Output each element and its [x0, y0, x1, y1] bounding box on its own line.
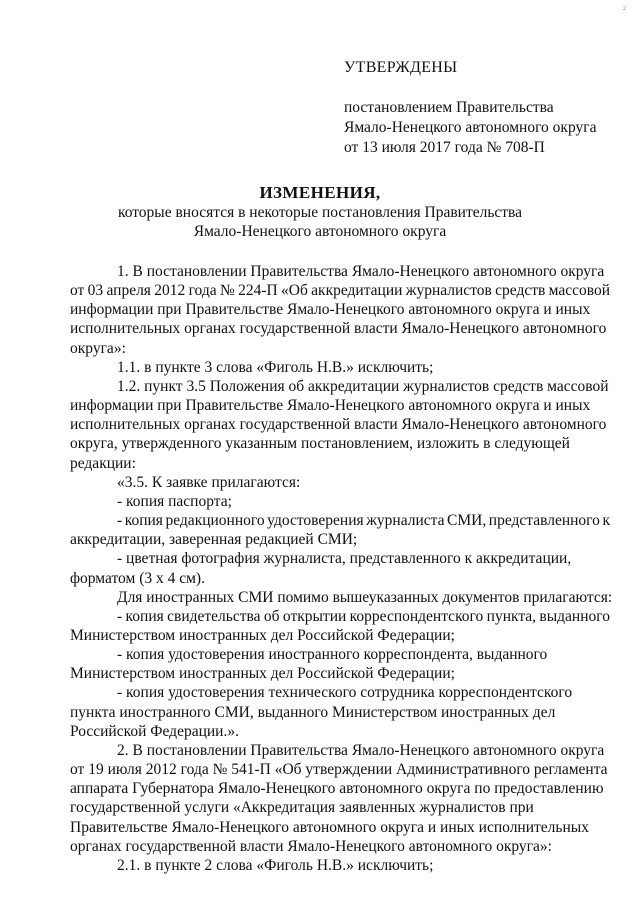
text-line: пункта иностранного СМИ, выданного Министерством иностранных дел: [70, 703, 556, 721]
text-line: от 03 апреля 2012 года № 224-П «Об аккредитации журналистов средств массовой: [70, 282, 610, 300]
text-line: 2.1. в пункте 2 слова «Фиголь Н.В.» исключить;: [117, 856, 434, 874]
text-line: округа, утвержденного указанным постановлением, изложить в следующей: [70, 435, 570, 453]
text-line: от 19 июля 2012 года № 541-П «Об утверждении Административного регламента: [70, 761, 608, 779]
text-line: форматом (3 х 4 см).: [70, 569, 205, 587]
text-line: - цветная фотография журналиста, представленного к аккредитации,: [117, 550, 572, 568]
text-line: исполнительных органах государственной власти Ямало-Ненецкого автономного: [70, 416, 607, 434]
document-subtitle-line-2: Ямало-Ненецкого автономного округа: [193, 223, 447, 240]
text-line: аккредитации, заверенная редакцией СМИ;: [70, 531, 358, 549]
text-line: Российской Федерации.».: [70, 722, 239, 740]
page-number-mark: 2: [623, 6, 626, 12]
text-line: 1.2. пункт 3.5 Положения об аккредитации журналистов средств массовой: [117, 377, 609, 395]
document-title-block: [0, 183, 640, 241]
approval-line-3: от 13 июля 2017 года № 708-П: [344, 139, 545, 156]
text-line: информации при Правительстве Ямало-Ненецкого автономного округа и иных: [70, 301, 591, 319]
text-line: 1. В постановлении Правительства Ямало-Ненецкого автономного округа: [117, 263, 605, 280]
text-line: редакции:: [70, 454, 136, 472]
text-line: информации при Правительстве Ямало-Ненецкого автономного округа и иных: [70, 397, 591, 415]
text-line: государственной услуги «Аккредитация заявленных журналистов при: [70, 799, 534, 817]
document-title: ИЗМЕНЕНИЯ,: [259, 183, 381, 202]
approval-line-1: постановлением Правительства: [344, 99, 554, 116]
text-line: «3.5. К заявке прилагаются:: [117, 473, 301, 491]
document-body: [70, 262, 613, 875]
text-line: - копия редакционного удостоверения журналиста СМИ, представленного к: [117, 512, 610, 530]
approval-line-2: Ямало-Ненецкого автономного округа: [344, 119, 597, 136]
text-line: исполнительных органах государственной власти Ямало-Ненецкого автономного: [70, 320, 607, 338]
text-line: 2. В постановлении Правительства Ямало-Ненецкого автономного округа: [117, 741, 605, 759]
text-line: органах государственной власти Ямало-Ненецкого автономного округа»:: [70, 837, 552, 855]
text-line: Для иностранных СМИ помимо вышеуказанных документов прилагаются:: [117, 588, 613, 606]
text-line: Министерством иностранных дел Российской Федерации;: [70, 665, 455, 683]
text-line: - копия свидетельства об открытии корреспондентского пункта, выданного: [117, 607, 610, 625]
text-line: 1.1. в пункте 3 слова «Фиголь Н.В.» исключить;: [117, 358, 434, 376]
text-line: аппарата Губернатора Ямало-Ненецкого автономного округа по предоставлению: [70, 780, 604, 798]
text-line: - копия удостоверения технического сотрудника корреспондентского: [117, 684, 573, 702]
approval-heading: УТВЕРЖДЕНЫ: [344, 59, 458, 76]
document-subtitle-line-1: которые вносятся в некоторые постановления Правительства: [117, 204, 523, 221]
approval-block: [344, 58, 596, 158]
text-line: - копия удостоверения иностранного корреспондента, выданного: [117, 646, 548, 664]
text-line: округа»:: [70, 339, 126, 357]
text-line: Правительстве Ямало-Ненецкого автономного округа и иных исполнительных: [70, 818, 589, 836]
text-line: - копия паспорта;: [117, 492, 232, 510]
text-line: Министерством иностранных дел Российской Федерации;: [70, 626, 455, 644]
